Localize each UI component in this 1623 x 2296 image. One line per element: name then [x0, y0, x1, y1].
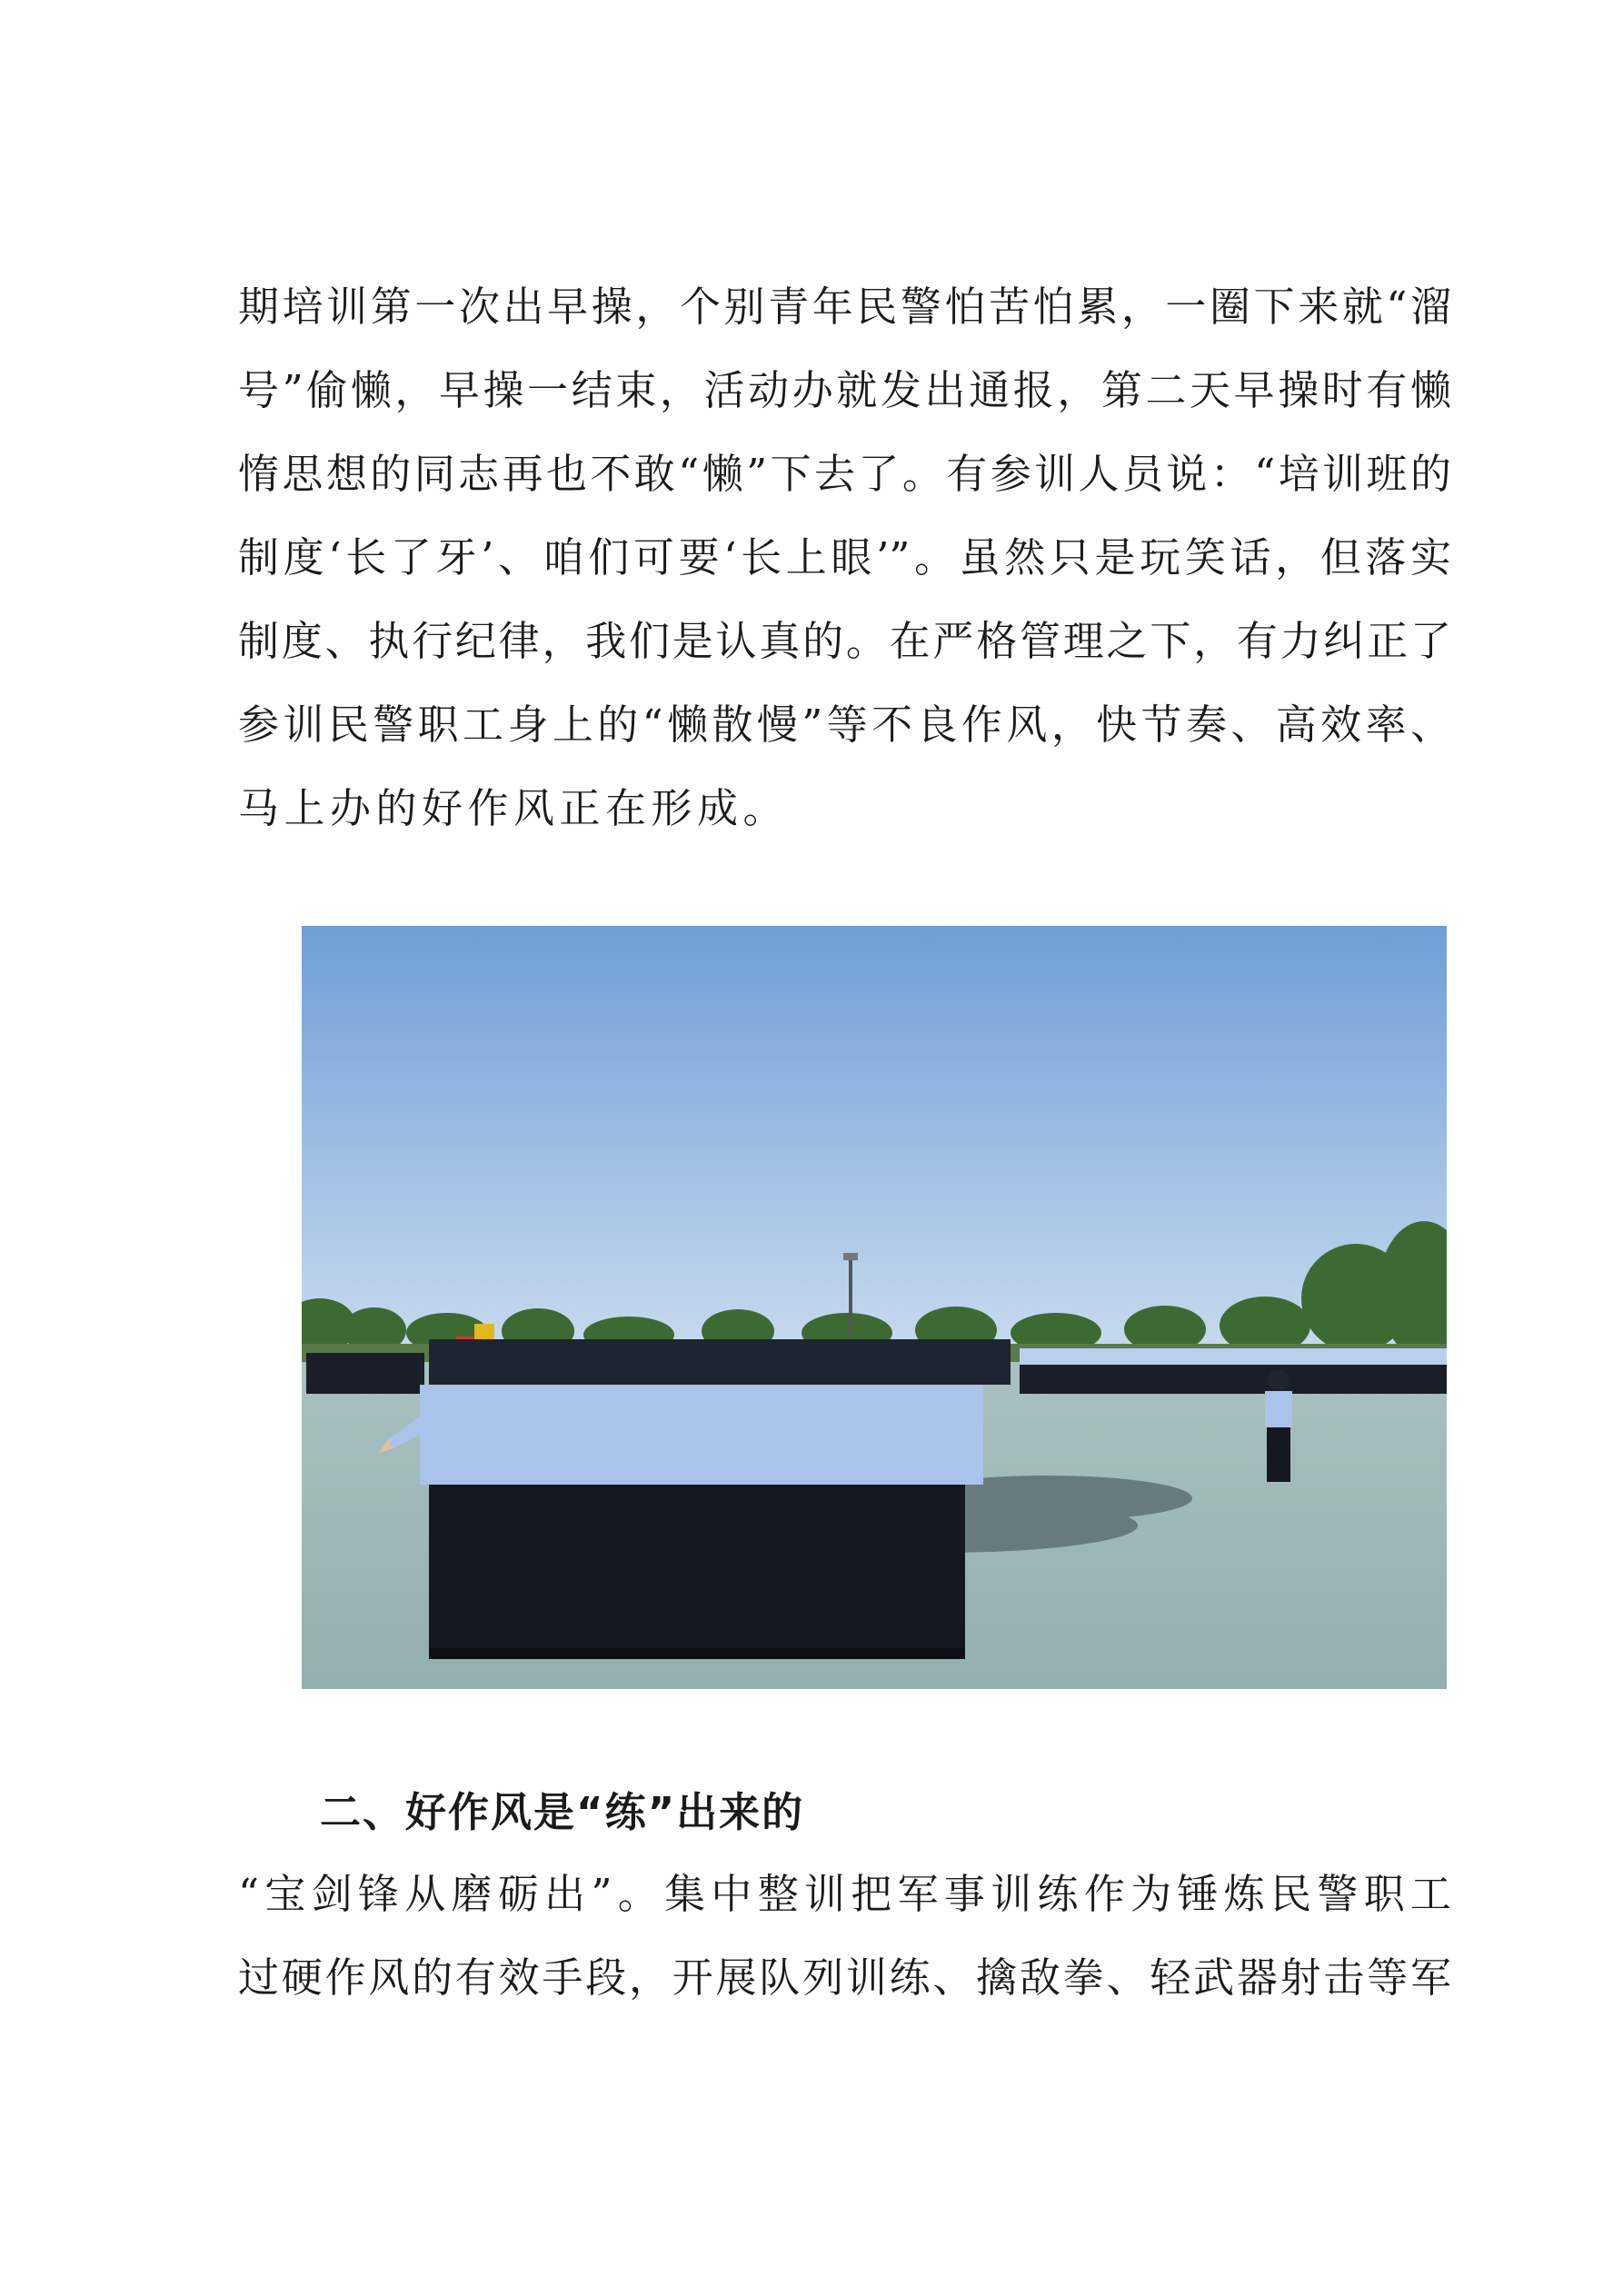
section-heading: 二、好作风是“练”出来的: [320, 1788, 805, 1836]
marching-column: [379, 1339, 1011, 1659]
text-line: 参训民警职工身上的“懒散慢”等不良作风，快节奏、高效率、: [238, 701, 1451, 749]
text-line: 制度‘长了牙’、咱们可要‘长上眼’”。虽然只是玩笑话，但落实: [238, 533, 1451, 581]
background-formation-right: [1020, 1348, 1447, 1394]
text-line-last: 马上办的好作风正在形成。: [238, 784, 790, 832]
marching-drill-photo: [302, 926, 1447, 1689]
text-line: 号”偷懒，早操一结束，活动办就发出通报，第二天早操时有懒: [238, 366, 1451, 414]
text-line: 期培训第一次出早操，个别青年民警怕苦怕累，一圈下来就“溜: [238, 283, 1451, 331]
body-paragraph: [238, 1853, 1451, 2020]
text-line: 过硬作风的有效手段，开展队列训练、擒敌拳、轻武器射击等军: [238, 1953, 1451, 2002]
sky: [302, 926, 1447, 1362]
background-formation-left: [306, 1353, 438, 1394]
text-line: “宝剑锋从磨砺出”。集中整训把军事训练作为锤炼民警职工: [238, 1870, 1451, 1918]
text-line: 制度、执行纪律，我们是认真的。在严格管理之下，有力纠正了: [238, 617, 1451, 665]
text-line: 惰思想的同志再也不敢“懒”下去了。有参训人员说：“培训班的: [238, 450, 1451, 498]
body-paragraph: [238, 265, 1451, 850]
